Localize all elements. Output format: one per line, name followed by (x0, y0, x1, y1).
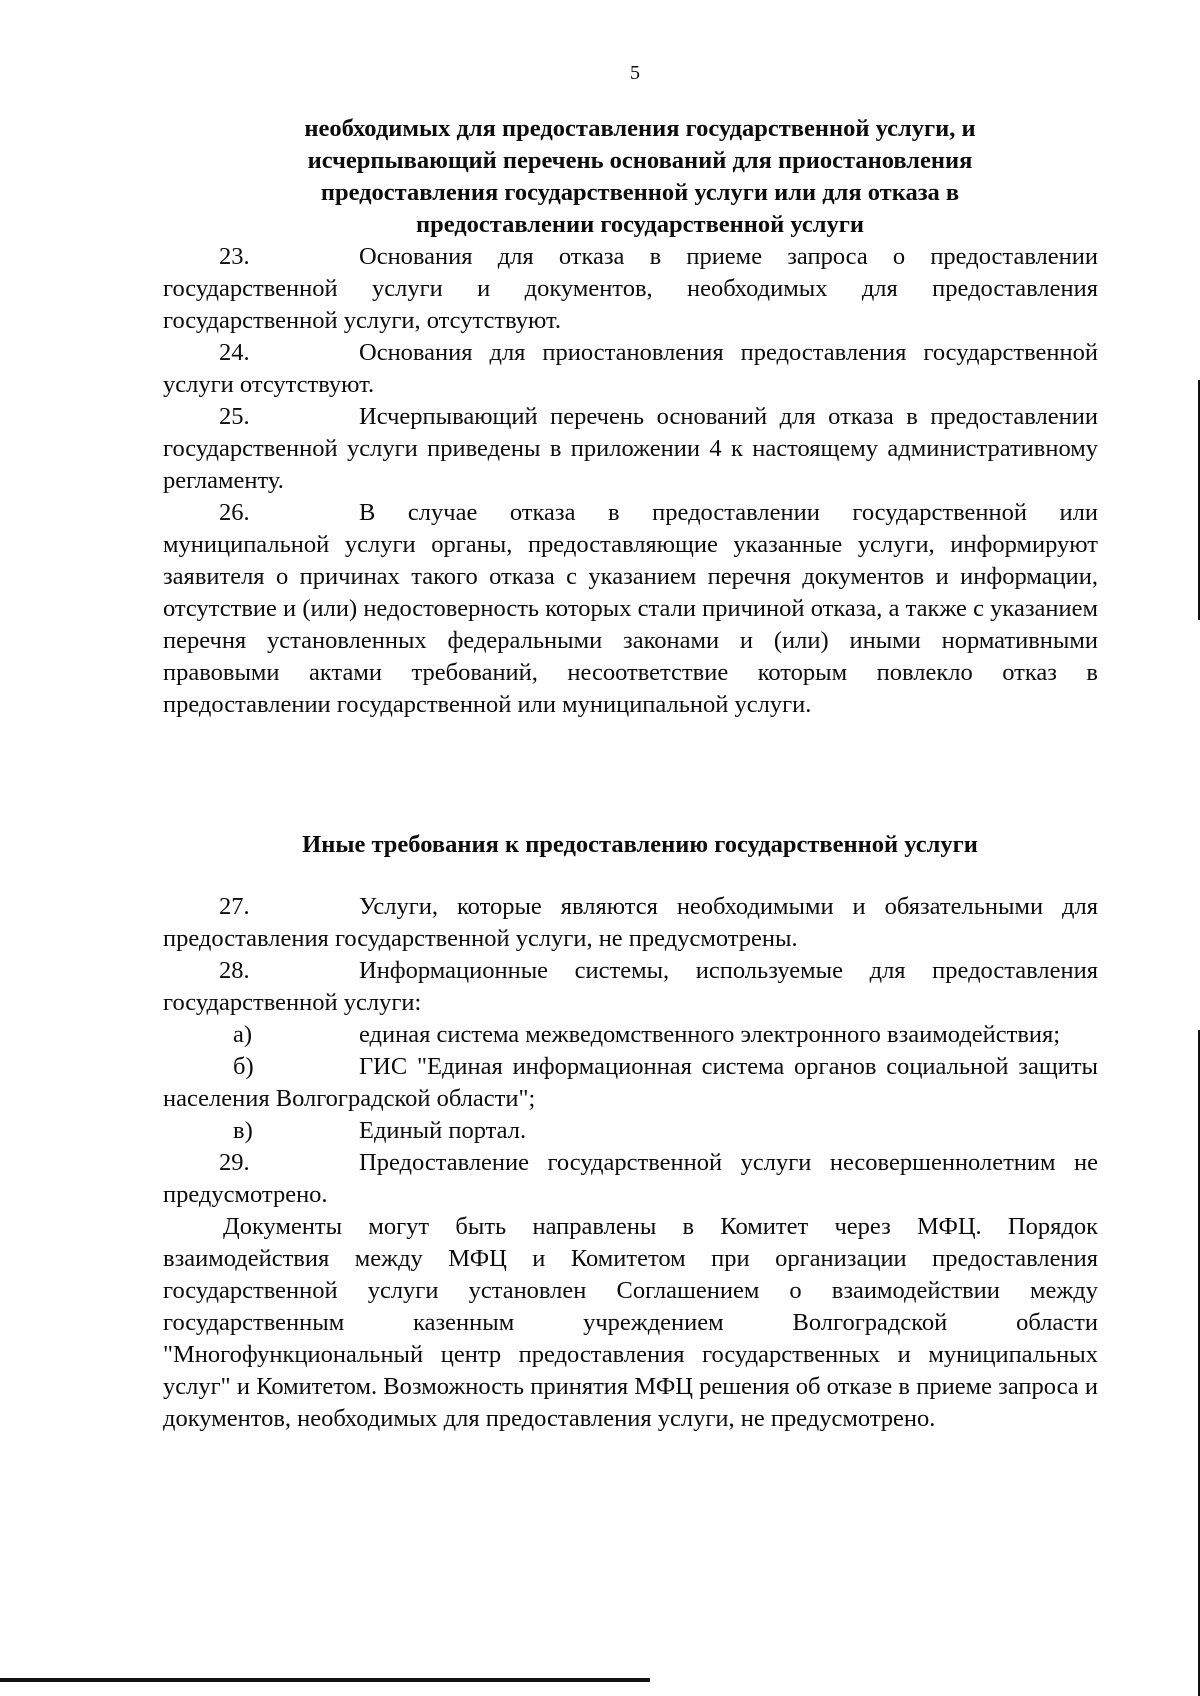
section-body-refusal-grounds (163, 241, 1098, 721)
paragraph-text: Основания для приостановления предоставления государственной услуги отсутствуют. (163, 339, 1098, 398)
list-item-text: Единый портал. (359, 1117, 527, 1144)
list-item-v (163, 1115, 1098, 1147)
paragraph-documents-mfc: Документы могут быть направлены в Комитет через МФЦ. Порядок взаимодействия между МФЦ и Комитетом при организации предоставления государственной услуги установлен Соглашением о взаимодействии между государственным казенным учреждением Волгоградской области "Многофункциональный центр предоставления государственных и муниципальных услуг" и Комитетом. Возможность принятия МФЦ решения об отказе в приеме запроса и документов, необходимых для предоставления услуги, не предусмотрено. (163, 1213, 1098, 1432)
heading-line: необходимых для предоставления государственной услуги, и (304, 115, 976, 142)
paragraph-number: 24. (219, 339, 250, 366)
list-item-marker: б) (233, 1053, 254, 1080)
paragraph-text: Услуги, которые являются необходимыми и обязательными для предоставления государственной услуги, не предусмотрены. (163, 893, 1098, 952)
list-item-a (163, 1019, 1098, 1051)
paragraph-24 (163, 337, 1098, 401)
paragraph-26 (163, 497, 1098, 721)
section-heading-other-requirements: Иные требования к предоставлению государственной услуги (302, 831, 978, 858)
paragraph-text: В случае отказа в предоставлении государственной или муниципальной услуги органы, предоставляющие указанные услуги, информируют заявителя о причинах такого отказа с указанием перечня документов и информации, отсутствие и (или) недостоверность которых стали причиной отказа, а также с указанием перечня установленных федеральными законами и (или) иными нормативными правовыми актами требований, несоответствие которым повлекло отказ в предоставлении государственной или муниципальной услуги. (163, 499, 1098, 718)
paragraph-23 (163, 241, 1098, 337)
list-item-marker: в) (233, 1117, 253, 1144)
heading-line: предоставления государственной услуги или для отказа в (320, 179, 960, 206)
paragraph-25 (163, 401, 1098, 497)
list-item-b (163, 1051, 1098, 1115)
section-body-other-requirements (163, 891, 1098, 1435)
paragraph-number: 29. (219, 1149, 250, 1176)
list-item-marker: а) (233, 1021, 253, 1048)
heading-line: предоставлении государственной услуги (415, 211, 865, 238)
paragraph-27 (163, 891, 1098, 955)
list-item-text: единая система межведомственного электронного взаимодействия; (359, 1021, 1061, 1048)
paragraph-text: Предоставление государственной услуги несовершеннолетним не предусмотрено. (163, 1149, 1098, 1208)
paragraph-number: 23. (219, 243, 250, 270)
paragraph-29 (163, 1147, 1098, 1211)
paragraph-28 (163, 955, 1098, 1019)
section-heading-refusal-grounds (150, 113, 1130, 241)
paragraph-number: 28. (219, 957, 250, 984)
heading-line: исчерпывающий перечень оснований для приостановления (307, 147, 973, 174)
page-number: 5 (630, 62, 640, 84)
paragraph-text: Основания для отказа в приеме запроса о предоставлении государственной услуги и документов, необходимых для предоставления государственной услуги, отсутствуют. (163, 243, 1098, 334)
paragraph-text: Информационные системы, используемые для предоставления государственной услуги: (163, 957, 1098, 1016)
paragraph-number: 26. (219, 499, 250, 526)
paragraph-number: 25. (219, 403, 250, 430)
paragraph-number: 27. (219, 893, 250, 920)
list-item-text: ГИС "Единая информационная система органов социальной защиты населения Волгоградской области"; (163, 1053, 1098, 1112)
scan-bottom-line (0, 1678, 650, 1682)
paragraph-text: Исчерпывающий перечень оснований для отказа в предоставлении государственной услуги приведены в приложении 4 к настоящему административному регламенту. (163, 403, 1098, 494)
